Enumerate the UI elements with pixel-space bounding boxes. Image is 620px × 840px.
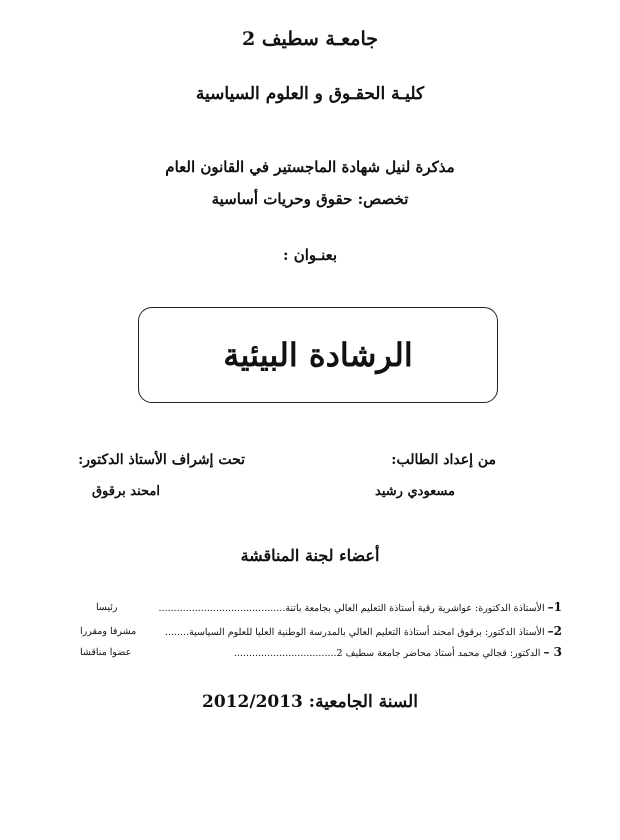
member-details: الأستاذ الدكتور: برقوق امحند أستاذة التعليم العالي بالمدرسة الوطنية العليا للعلوم السياسية........ xyxy=(164,627,545,638)
member-details: الأستاذة الدكتورة: عواشرية رقية أستاذة التعليم العالي بجامعة باتنة.......................................... xyxy=(158,603,545,614)
supervisor-label: تحت إشراف الأستاذ الدكتور: xyxy=(78,452,245,468)
student-name: مسعودي رشيد xyxy=(375,484,455,499)
prepared-by-label: من إعداد الطالب: xyxy=(391,452,496,468)
member-number: 1– xyxy=(547,600,562,614)
specialty: تخصص: حقوق وحريات أساسية xyxy=(211,190,409,208)
member-role: مشرفا ومقررا xyxy=(80,626,137,637)
member-role: عضوا مناقشا xyxy=(80,647,132,658)
committee-heading: أعضاء لجنة المناقشة xyxy=(240,546,380,565)
supervisor-name: امحند برقوق xyxy=(91,484,160,499)
subject-label: بعنـوان : xyxy=(282,246,338,264)
member-number: 3 – xyxy=(543,645,562,659)
committee-member xyxy=(165,624,562,638)
thesis-title: الرشادة البيئية xyxy=(223,336,413,374)
committee-member xyxy=(234,645,562,659)
title-box xyxy=(138,307,498,403)
faculty-name: كليـة الحقـوق و العلوم السياسية xyxy=(195,84,425,104)
member-details: الدكتور: قجالي محمد أستاذ محاضر جامعة سطيف 2.................................. xyxy=(233,648,541,659)
member-role: رئيسا xyxy=(96,602,118,613)
member-number: 2– xyxy=(547,624,562,638)
memo-statement: مذكرة لنيل شهادة الماجستير في القانون العام xyxy=(165,158,455,176)
university-name: جامعـة سطيف 2 xyxy=(241,28,378,50)
academic-year: السنة الجامعية: 2012/2013 xyxy=(202,692,418,712)
committee-member xyxy=(159,600,562,614)
